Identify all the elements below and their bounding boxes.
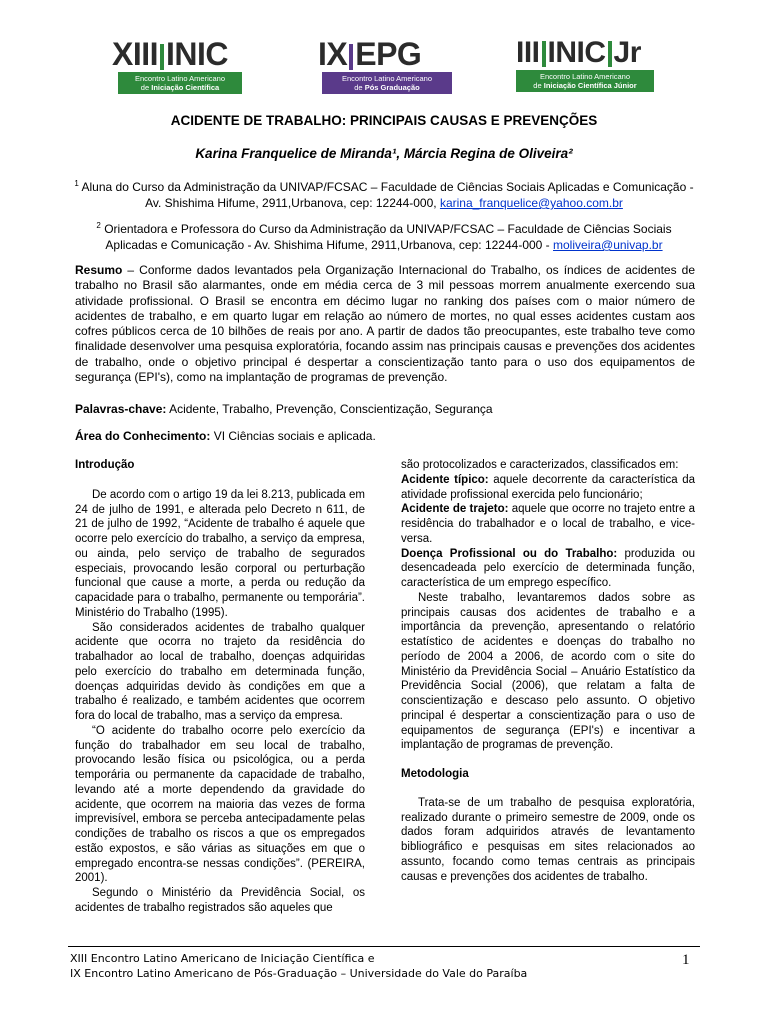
paragraph: “O acidente do trabalho ocorre pelo exercício da função do trabalhador em seu local de trabalho, provocando lesão física ou psicológica, ou a perda temporária ou permanente da capacidade de trabalho, levando até a morte dependendo da gravidade do acidente, que ocorrem na maioria das vezes de forma imprevisível, embora se perceba antecipadamente pelas condições de trabalho os riscos a que os empregados estão expostos, e são várias as situações em que o empregado encontra-se nessas condições”. (PEREIRA, 2001). [75,724,365,885]
abstract [75,263,695,385]
email-link-2[interactable]: moliveira@univap.br [553,238,663,252]
xiii-inic-logo: XIII INIC Encontro Latino Americano de Iniciação Científica [112,38,248,98]
right-column [401,458,695,884]
affiliation-1: $^1$ Aluna do Curso da Administração da UNIVAP/FCSAC – Faculdade de Ciências Sociais Aplicadas e Comunicação - Av. Shishima Hifume, 2911,Urbanova, cep: 12244-000, karina_franquelice@yahoo.com.br [74,179,694,210]
affiliation-2: $^2$ Orientadora e Professora do Curso da Administração da UNIVAP/FCSAC – Faculdade de Ciências Sociais Aplicadas e Comunicação - Av. Shishima Hifume, 2911,Urbanova, cep: 12244-000 - moliveira@univap.br [96,221,672,252]
paragraph: Trata-se de um trabalho de pesquisa exploratória, realizado durante o primeiro semestre de 2009, onde os dados foram adquiridos através de levantamento bibliográfico e pesquisas em sites relacionados ao assunto, focando como temas centrais as principais causas e prevenções dos acidentes de trabalho. [401,796,695,883]
abstract-text: – Conforme dados levantados pela Organização Internacional do Trabalho, os índices de acidentes de trabalho no Brasil são alarmantes, onde em média cerca de 3 mil pessoas morrem anualmente exercendo sua atividade profissional. O Brasil se encontra em décimo lugar no ranking dos países com o maior número de acidentes de trabalho, e em quarto lugar em relação ao número de mortes, no qual esses acidentes custam aos cofres públicos cerca de 10 bilhões de reais por ano. A partir de dados tão preocupantes, este trabalho teve como finalidade desenvolver uma pesquisa exploratória, focando assim nas principais causas e prevenções dos acidentes de trabalho, onde o objetivo principal é despertar a conscientização tanto para o uso dos equipamentos de segurança (EPI's), como na implantação de programas de prevenção. [75,263,695,385]
footer-divider [68,946,700,947]
ix-epg-logo: IX EPG Encontro Latino Americano de Pós Graduação [318,38,456,98]
paragraph: Segundo o Ministério da Previdência Social, os acidentes de trabalho registrados são aqueles que [75,887,365,914]
section-heading-metodologia: Metodologia [401,768,469,780]
keywords: Palavras-chave: Acidente, Trabalho, Prevenção, Conscientização, Segurança [75,402,493,416]
page-number: 1 [682,952,690,968]
paragraph: Neste trabalho, levantaremos dados sobre as principais causas dos acidentes de trabalho e a importância da prevenção, apresentando o relatório estatístico de acidentes e doenças do trabalho no período de 2004 a 2006, de acordo com o site do Ministério da Previdência Social – Anuário Estatístico da Previdência Social (2006), que relatam a falta de conscientização e descaso pelo assunto. O objetivo principal é despertar a conscientização para o uso de equipamentos de segurança (EPI's) e incentivar a implantação de programas de prevenção. [401,591,695,752]
knowledge-area: Área do Conhecimento: VI Ciências sociais e aplicada. [75,429,376,443]
paragraph: De acordo com o artigo 19 da lei 8.213, publicada em 24 de julho de 1991, e alterada pelo Decreto n 611, de 21 de julho de 1992, “Acidente de trabalho é aquele que ocorre pelo exercício do trabalho, a serviço da empresa, ou ainda, pelo serviço de trabalho de segurados especiais, provocando lesão corporal ou perturbação funcional que cause a morte, a perda ou redução da capacidade para o trabalho, permanente ou temporária”. Ministério do Trabalho (1995). [75,488,365,619]
paper-title: ACIDENTE DE TRABALHO: PRINCIPAIS CAUSAS E PREVENÇÕES [170,113,598,128]
paragraph: São considerados acidentes de trabalho qualquer acidente que ocorra no trajeto da residência do trabalhador ao local de trabalho, doenças adquiridas pelo exercício do trabalho em determinada função, doenças adquiridas devido às condições em que a trabalho é realizado, e também acidentes que ocorrem fora do local de trabalho, mas a serviço da empresa. [75,621,365,722]
left-column [75,458,365,916]
paragraph: são protocolizados e caracterizados, classificados em: [401,459,679,471]
definition-acidente-tipico: Acidente típico: aquele decorrente da característica da atividade profissional exercida pelo funcionário; [401,473,695,501]
paper-authors: Karina Franquelice de Miranda¹, Márcia Regina de Oliveira² [195,146,573,161]
event-logos [0,38,768,100]
footer: XIII Encontro Latino Americano de Iniciação Científica e IX Encontro Latino Americano de Pós-Graduação – Universidade do Vale do Paraíba [70,952,528,980]
email-link-1[interactable]: karina_franquelice@yahoo.com.br [439,196,623,210]
section-heading-introducao: Introdução [75,459,135,471]
definition-acidente-trajeto: Acidente de trajeto: aquele que ocorre no trajeto entre a residência do trabalhador e o local de trabalho, e vice-versa. [401,503,695,545]
abstract-label: Resumo [75,263,123,277]
iii-inic-jr-logo: III INIC Jr Encontro Latino Americano de Iniciação Científica Júnior [516,38,656,98]
definition-doenca-profissional: Doença Profissional ou do Trabalho: produzida ou desencadeada pelo exercício de determinada função, característica de um emprego específico. [401,547,695,589]
